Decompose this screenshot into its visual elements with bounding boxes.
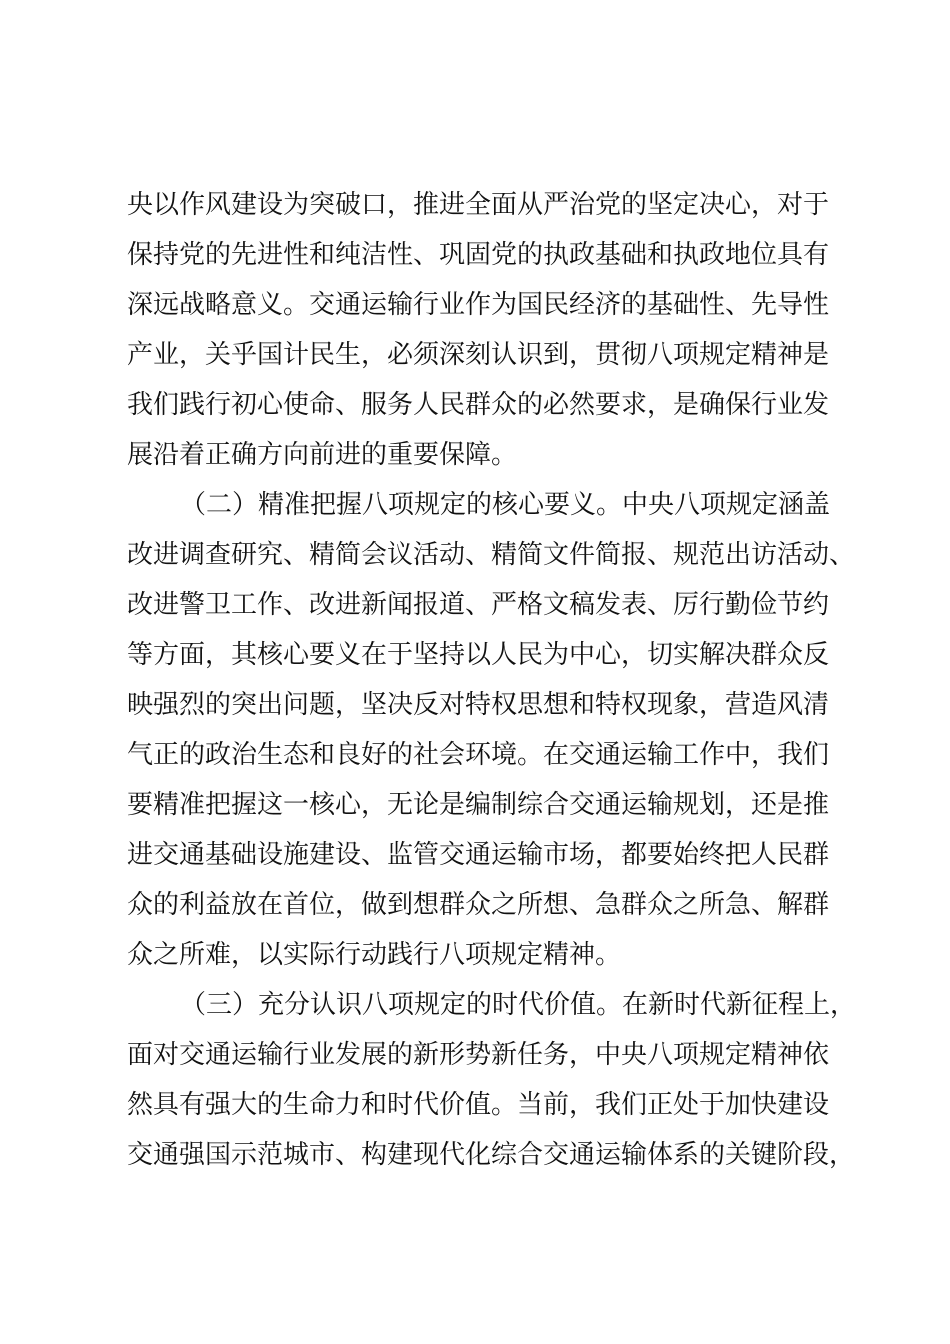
text-line: 进交通基础设施建设、监管交通运输市场，都要始终把人民群	[127, 840, 830, 870]
section-heading-line: （三）充分认识八项规定的时代价值。在新时代新征程上，	[180, 990, 857, 1020]
section-heading-line: （二）精准把握八项规定的核心要义。中央八项规定涵盖	[180, 490, 831, 520]
text-line: 改进调查研究、精简会议活动、精简文件简报、规范出访活动、	[127, 540, 856, 570]
text-line: 深远战略意义。交通运输行业作为国民经济的基础性、先导性	[127, 290, 830, 320]
text-line: 众的利益放在首位，做到想群众之所想、急群众之所急、解群	[127, 890, 830, 920]
text-line: 要精准把握这一核心，无论是编制综合交通运输规划，还是推	[127, 790, 830, 820]
text-line: 改进警卫工作、改进新闻报道、严格文稿发表、厉行勤俭节约	[127, 590, 830, 620]
text-line: 我们践行初心使命、服务人民群众的必然要求，是确保行业发	[127, 390, 830, 420]
text-line: 面对交通运输行业发展的新形势新任务，中央八项规定精神依	[127, 1040, 830, 1070]
text-line: 产业，关乎国计民生，必须深刻认识到，贯彻八项规定精神是	[127, 340, 830, 370]
text-line: 展沿着正确方向前进的重要保障。	[127, 440, 518, 470]
text-line: 央以作风建设为突破口，推进全面从严治党的坚定决心，对于	[127, 190, 830, 220]
text-line: 等方面，其核心要义在于坚持以人民为中心，切实解决群众反	[127, 640, 830, 670]
text-line: 然具有强大的生命力和时代价值。当前，我们正处于加快建设	[127, 1090, 830, 1120]
text-line: 交通强国示范城市、构建现代化综合交通运输体系的关键阶段，	[127, 1140, 856, 1170]
text-line: 气正的政治生态和良好的社会环境。在交通运输工作中，我们	[127, 740, 830, 770]
text-line: 保持党的先进性和纯洁性、巩固党的执政基础和执政地位具有	[127, 240, 830, 270]
text-line: 众之所难，以实际行动践行八项规定精神。	[127, 940, 622, 970]
body-text	[127, 180, 857, 1180]
text-line: 映强烈的突出问题，坚决反对特权思想和特权现象，营造风清	[127, 690, 830, 720]
